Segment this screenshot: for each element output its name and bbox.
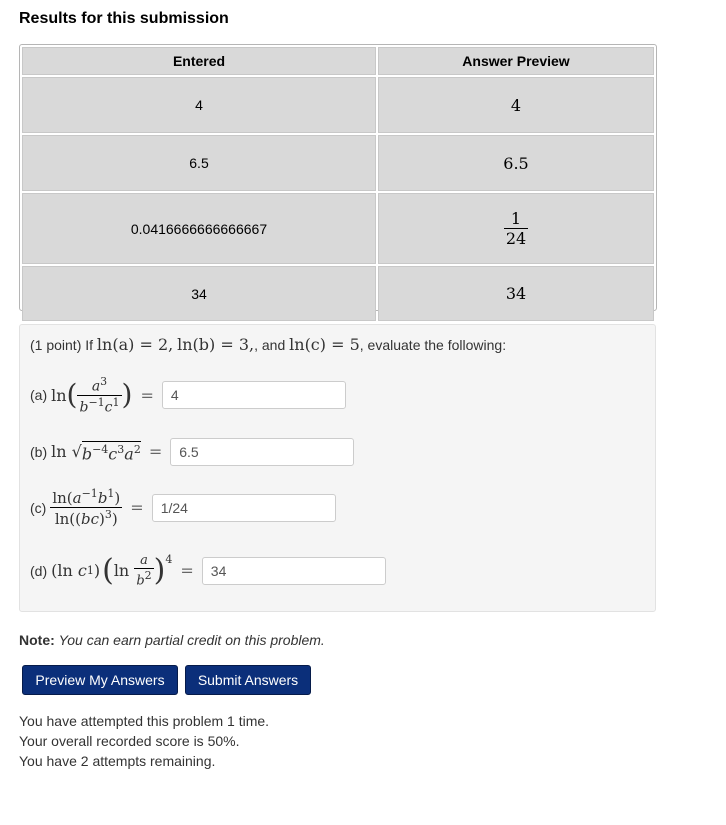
expression-a: ln ( $\frac{a^3}{b^{-1}c^1}$ ) =	[51, 375, 154, 416]
problem-points: (1 point)	[30, 337, 82, 353]
expression-c: $\frac{\ln(a^{-1}b^1)}{\ln((bc)^3)}$ =	[52, 487, 144, 528]
preview-cell: 6.5	[378, 135, 654, 191]
part-d	[30, 553, 386, 588]
part-label: (c)	[30, 499, 47, 516]
preview-cell: 4	[378, 77, 654, 133]
equation-ln-b: ln(b) = 3,	[177, 335, 255, 354]
equation-ln-a: ln(a) = 2,	[96, 335, 174, 354]
results-table	[19, 44, 657, 311]
preview-cell	[378, 193, 654, 264]
table-row	[22, 266, 654, 321]
fraction-numerator: 1	[510, 209, 522, 228]
submit-answers-button[interactable]: Submit Answers	[185, 665, 311, 695]
fraction-denominator: 24	[505, 229, 527, 248]
column-header-answer-preview: Answer Preview	[378, 47, 654, 75]
entered-cell: 4	[22, 77, 376, 133]
problem-if: If	[85, 337, 94, 353]
note-label: Note:	[19, 632, 55, 648]
note-text: You can earn partial credit on this problem.	[58, 632, 325, 648]
answer-input-a[interactable]: 4	[162, 381, 346, 409]
part-c	[30, 487, 336, 528]
table-row	[22, 77, 654, 133]
column-header-entered: Entered	[22, 47, 376, 75]
attempts-line: You have attempted this problem 1 time.	[19, 713, 270, 729]
preview-cell: 34	[378, 266, 654, 321]
preview-answers-button[interactable]: Preview My Answers	[22, 665, 178, 695]
note	[19, 632, 325, 648]
equation-ln-c: ln(c) = 5	[289, 335, 360, 354]
part-label: (d)	[30, 562, 48, 579]
preview-fraction	[504, 209, 528, 248]
entered-cell: 34	[22, 266, 376, 321]
attempt-status	[19, 711, 269, 771]
problem-intro-end: , evaluate the following:	[359, 337, 507, 353]
problem-panel	[19, 324, 656, 612]
score-line: Your overall recorded score is 50%.	[19, 733, 240, 749]
part-label: (b)	[30, 444, 48, 460]
expression-d: (ln c 1 ) ( ln $\frac{a}{b^2}$ ) $^4$ =	[51, 552, 194, 589]
entered-cell: 0.0416666666666667	[22, 193, 376, 264]
answer-input-b[interactable]: 6.5	[170, 438, 354, 466]
remaining-line: You have 2 attempts remaining.	[19, 753, 216, 769]
expression-b: ln √ $b^{-4}c^3a^2$ =	[51, 442, 163, 464]
part-a	[30, 375, 346, 415]
problem-and: , and	[254, 337, 286, 353]
table-row	[22, 135, 654, 191]
entered-cell: 6.5	[22, 135, 376, 191]
table-row	[22, 193, 654, 264]
part-label: (a)	[30, 387, 48, 404]
problem-intro	[30, 335, 506, 354]
part-b	[30, 438, 354, 466]
answer-input-c[interactable]: 1/24	[152, 494, 336, 522]
answer-input-d[interactable]: 34	[202, 557, 386, 585]
page-title: Results for this submission	[19, 10, 229, 27]
